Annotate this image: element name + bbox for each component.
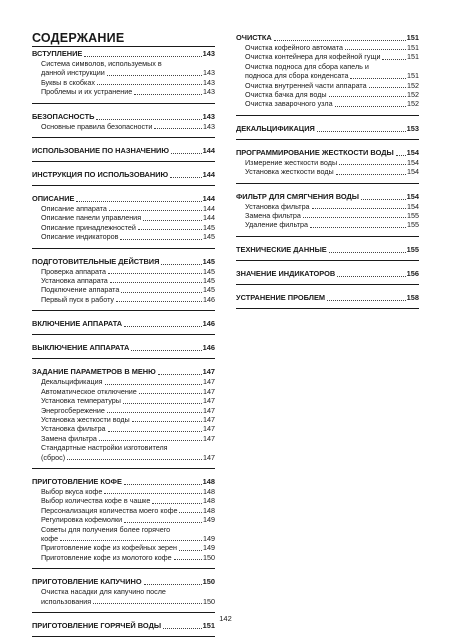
toc-entry[interactable] bbox=[32, 587, 215, 596]
toc-entry[interactable] bbox=[32, 415, 215, 424]
toc-section-heading[interactable] bbox=[32, 169, 215, 180]
toc-section-heading[interactable] bbox=[236, 244, 419, 255]
page-title: СОДЕРЖАНИЕ bbox=[32, 31, 215, 47]
entry-title: Выбор вкуса кофе bbox=[41, 486, 103, 496]
toc-section bbox=[236, 32, 419, 116]
toc-entry[interactable] bbox=[32, 122, 215, 131]
entry-title: Установка фильтра bbox=[41, 424, 106, 434]
dot-leader bbox=[171, 153, 202, 154]
entry-title: Приготовление кофе из молотого кофе bbox=[41, 552, 172, 562]
dot-leader bbox=[170, 177, 202, 178]
toc-entry[interactable] bbox=[32, 434, 215, 443]
section-title: ВЫКЛЮЧЕНИЕ АППАРАТА bbox=[32, 343, 130, 353]
toc-entry[interactable] bbox=[32, 515, 215, 524]
toc-entry[interactable] bbox=[32, 525, 215, 534]
section-title: ИСПОЛЬЗОВАНИЕ ПО НАЗНАЧЕНИЮ bbox=[32, 146, 169, 156]
toc-entry[interactable] bbox=[236, 43, 419, 52]
toc-entry[interactable] bbox=[32, 424, 215, 433]
dot-leader bbox=[105, 384, 203, 385]
entry-title: Очистка подноса для сбора капель и bbox=[245, 61, 369, 71]
dot-leader bbox=[345, 49, 406, 50]
dot-leader bbox=[109, 210, 202, 211]
entry-title: Подключение аппарата bbox=[41, 285, 120, 295]
section-page: 143 bbox=[202, 111, 215, 121]
toc-entry[interactable] bbox=[32, 377, 215, 386]
entry-page: 149 bbox=[203, 543, 215, 553]
entry-title: Описание панели управления bbox=[41, 213, 142, 223]
entry-page: 147 bbox=[203, 405, 215, 415]
toc-section-heading[interactable] bbox=[32, 256, 215, 267]
dot-leader bbox=[93, 603, 202, 604]
entry-page: 152 bbox=[407, 80, 419, 90]
section-title: ПОДГОТОВИТЕЛЬНЫЕ ДЕЙСТВИЯ bbox=[32, 256, 160, 266]
dot-leader bbox=[312, 208, 406, 209]
entry-page: 143 bbox=[203, 68, 215, 78]
entry-title: Приготовление кофе из кофейных зерен bbox=[41, 543, 178, 553]
section-title: ЗНАЧЕНИЕ ИНДИКАТОРОВ bbox=[236, 268, 336, 278]
entry-page: 149 bbox=[203, 515, 215, 525]
toc-section bbox=[236, 147, 419, 184]
toc-section bbox=[32, 576, 215, 613]
dot-leader bbox=[110, 282, 202, 283]
entry-page: 144 bbox=[203, 213, 215, 223]
toc-section bbox=[32, 318, 215, 335]
entry-title: Очистка бачка для воды bbox=[245, 90, 327, 100]
dot-leader bbox=[154, 128, 202, 129]
section-page: 156 bbox=[406, 268, 419, 278]
entry-page: 152 bbox=[407, 99, 419, 109]
dot-leader bbox=[152, 503, 202, 504]
dot-leader bbox=[179, 512, 202, 513]
section-title: ПРИГОТОВЛЕНИЕ КОФЕ bbox=[32, 476, 122, 486]
toc-section bbox=[32, 48, 215, 104]
toc-section bbox=[32, 169, 215, 186]
toc-entry[interactable] bbox=[32, 295, 215, 304]
dot-leader bbox=[310, 227, 406, 228]
entry-page: 145 bbox=[203, 276, 215, 286]
toc-section-heading[interactable] bbox=[236, 191, 419, 202]
toc-section-heading[interactable] bbox=[236, 292, 419, 303]
toc-entry[interactable] bbox=[32, 506, 215, 515]
entry-title: Описание индикаторов bbox=[41, 232, 119, 242]
section-title: ТЕХНИЧЕСКИЕ ДАННЫЕ bbox=[236, 244, 327, 254]
entry-page: 145 bbox=[203, 222, 215, 232]
entry-page: 150 bbox=[203, 596, 215, 606]
section-page: 151 bbox=[406, 33, 419, 42]
entry-title: кофе bbox=[41, 533, 59, 543]
dot-leader bbox=[144, 584, 202, 585]
entry-title: Установка аппарата bbox=[41, 276, 108, 286]
section-page: 144 bbox=[202, 170, 215, 180]
entry-page: 145 bbox=[203, 266, 215, 276]
section-title: ПРОГРАММИРОВАНИЕ ЖЕСТКОСТИ ВОДЫ bbox=[236, 147, 394, 157]
toc-entry[interactable] bbox=[32, 534, 215, 543]
toc-section-heading[interactable] bbox=[32, 48, 215, 59]
section-title: ДЕКАЛЬЦИФИКАЦИЯ bbox=[236, 123, 315, 133]
section-page: 144 bbox=[202, 146, 215, 156]
dot-leader bbox=[382, 59, 406, 60]
entry-title: Очистка заварочного узла bbox=[245, 99, 333, 109]
dot-leader bbox=[131, 350, 201, 351]
section-page: 146 bbox=[202, 343, 215, 353]
entry-title: Установка жесткости воды bbox=[245, 167, 334, 177]
entry-page: 145 bbox=[203, 285, 215, 295]
dot-leader bbox=[335, 106, 406, 107]
entry-page: 151 bbox=[407, 52, 419, 62]
entry-page: 151 bbox=[407, 43, 419, 52]
toc-section-heading[interactable] bbox=[32, 576, 215, 587]
toc-entry[interactable] bbox=[236, 220, 419, 229]
toc-entry[interactable] bbox=[236, 71, 419, 80]
toc-entry[interactable] bbox=[32, 396, 215, 405]
entry-page: 154 bbox=[407, 167, 419, 177]
dot-leader bbox=[120, 239, 202, 240]
entry-title: Стандартные настройки изготовителя bbox=[41, 443, 168, 453]
section-page: 154 bbox=[406, 191, 419, 201]
toc-entry[interactable] bbox=[236, 211, 419, 220]
entry-title: Советы для получения более горячего bbox=[41, 524, 171, 534]
toc-entry[interactable] bbox=[32, 78, 215, 87]
toc-entry[interactable] bbox=[32, 453, 215, 462]
toc-entry[interactable] bbox=[236, 99, 419, 108]
dot-leader bbox=[96, 119, 201, 120]
entry-title: данной инструкции bbox=[41, 68, 105, 78]
entry-title: Система символов, используемых в bbox=[41, 59, 162, 68]
section-page: 158 bbox=[406, 292, 419, 302]
toc-entry[interactable] bbox=[32, 204, 215, 213]
dot-leader bbox=[179, 550, 202, 551]
dot-leader bbox=[121, 292, 202, 293]
entry-title: Очистка внутренней части аппарата bbox=[245, 80, 367, 90]
entry-page: 147 bbox=[203, 386, 215, 396]
entry-title: Описание аппарата bbox=[41, 204, 107, 214]
entry-page: 147 bbox=[203, 452, 215, 462]
dot-leader bbox=[329, 252, 406, 253]
toc-section-heading[interactable] bbox=[32, 193, 215, 204]
dot-leader bbox=[143, 220, 202, 221]
entry-page: 147 bbox=[203, 433, 215, 443]
toc-section bbox=[32, 342, 215, 359]
section-page: 151 bbox=[202, 621, 215, 630]
entry-page: 147 bbox=[203, 424, 215, 434]
dot-leader bbox=[108, 273, 202, 274]
section-title: ФИЛЬТР ДЛЯ СМЯГЧЕНИЯ ВОДЫ bbox=[236, 191, 360, 201]
dot-leader bbox=[124, 326, 202, 327]
entry-title: Регулировка кофемолки bbox=[41, 515, 123, 525]
entry-title: Очистка кофейного автомата bbox=[245, 43, 343, 52]
toc-entry[interactable] bbox=[236, 62, 419, 71]
toc-section bbox=[236, 268, 419, 285]
dot-leader bbox=[134, 94, 202, 95]
entry-title: Проверка аппарата bbox=[41, 266, 107, 276]
toc-section bbox=[236, 191, 419, 237]
toc-section-heading[interactable] bbox=[236, 268, 419, 279]
entry-page: 152 bbox=[407, 90, 419, 100]
entry-title: Персонализация количества моего кофе bbox=[41, 505, 178, 515]
dot-leader bbox=[163, 628, 202, 629]
toc-entry[interactable] bbox=[32, 232, 215, 241]
section-page: 153 bbox=[406, 123, 419, 133]
entry-title: Очистка контейнера для кофейной гущи bbox=[245, 52, 381, 62]
section-title: ВКЛЮЧЕНИЕ АППАРАТА bbox=[32, 319, 123, 329]
dot-leader bbox=[396, 155, 406, 156]
entry-title: Буквы в скобках bbox=[41, 77, 95, 87]
dot-leader bbox=[339, 164, 406, 165]
section-page: 147 bbox=[202, 367, 215, 377]
entry-title: Первый пуск в работу bbox=[41, 294, 115, 304]
toc-entry[interactable] bbox=[236, 167, 419, 176]
entry-title: Измерение жесткости воды bbox=[245, 157, 338, 167]
toc-entry[interactable] bbox=[32, 387, 215, 396]
dot-leader bbox=[350, 78, 406, 79]
toc-section bbox=[236, 244, 419, 261]
entry-page: 143 bbox=[203, 121, 215, 131]
entry-page: 155 bbox=[407, 220, 419, 230]
section-title: ПРИГОТОВЛЕНИЕ КАПУЧИНО bbox=[32, 577, 142, 587]
entry-page: 148 bbox=[203, 496, 215, 506]
dot-leader bbox=[108, 431, 202, 432]
entry-title: Замена фильтра bbox=[41, 433, 97, 443]
toc-section-heading[interactable] bbox=[32, 366, 215, 377]
toc-entry[interactable] bbox=[32, 443, 215, 452]
entry-title: Установка фильтра bbox=[245, 201, 310, 211]
toc-right-column bbox=[236, 28, 419, 316]
dot-leader bbox=[116, 301, 202, 302]
entry-page: 143 bbox=[203, 87, 215, 97]
toc-entry[interactable] bbox=[32, 59, 215, 68]
entry-title: Описание принадлежностей bbox=[41, 222, 136, 232]
toc-entry[interactable] bbox=[32, 213, 215, 222]
section-page: 143 bbox=[202, 49, 215, 58]
entry-title: Удаление фильтра bbox=[245, 220, 308, 230]
dot-leader bbox=[76, 201, 201, 202]
dot-leader bbox=[84, 56, 201, 57]
dot-leader bbox=[97, 84, 202, 85]
entry-page: 143 bbox=[203, 77, 215, 87]
dot-leader bbox=[60, 540, 202, 541]
section-title: ОЧИСТКА bbox=[236, 33, 272, 42]
dot-leader bbox=[361, 199, 406, 200]
toc-section-heading[interactable] bbox=[32, 145, 215, 156]
toc-section-heading[interactable] bbox=[236, 32, 419, 43]
toc-entry[interactable] bbox=[32, 87, 215, 96]
entry-title: Автоматическое отключение bbox=[41, 386, 137, 396]
dot-leader bbox=[123, 403, 202, 404]
entry-page: 147 bbox=[203, 377, 215, 387]
entry-title: Проблемы и их устранение bbox=[41, 87, 133, 97]
entry-page: 148 bbox=[203, 505, 215, 515]
dot-leader bbox=[124, 484, 202, 485]
entry-page: 144 bbox=[203, 204, 215, 214]
entry-page: 154 bbox=[407, 157, 419, 167]
section-title: ПРИГОТОВЛЕНИЕ ГОРЯЧЕЙ ВОДЫ bbox=[32, 621, 162, 630]
dot-leader bbox=[369, 87, 406, 88]
toc-entry[interactable] bbox=[32, 597, 215, 606]
dot-leader bbox=[124, 522, 202, 523]
entry-page: 150 bbox=[203, 552, 215, 562]
toc-section bbox=[32, 366, 215, 469]
entry-title: Очистка насадки для капучино после bbox=[41, 587, 166, 597]
entry-page: 155 bbox=[407, 211, 419, 221]
toc-entry[interactable] bbox=[32, 553, 215, 562]
toc-entry[interactable] bbox=[32, 267, 215, 276]
toc-entry[interactable] bbox=[32, 543, 215, 552]
dot-leader bbox=[336, 174, 406, 175]
toc-entry[interactable] bbox=[32, 406, 215, 415]
dot-leader bbox=[329, 96, 406, 97]
section-page: 145 bbox=[202, 256, 215, 266]
toc-section-heading[interactable] bbox=[32, 476, 215, 487]
toc-entry[interactable] bbox=[32, 487, 215, 496]
toc-entry[interactable] bbox=[236, 158, 419, 167]
dot-leader bbox=[317, 131, 406, 132]
entry-title: использования bbox=[41, 596, 92, 606]
toc-section bbox=[236, 292, 419, 309]
section-title: УСТРАНЕНИЕ ПРОБЛЕМ bbox=[236, 292, 326, 302]
toc-entry[interactable] bbox=[32, 285, 215, 294]
entry-title: (сброс) bbox=[41, 452, 66, 462]
entry-title: Установка жесткости воды bbox=[41, 414, 130, 424]
toc-entry[interactable] bbox=[32, 68, 215, 77]
dot-leader bbox=[99, 440, 202, 441]
entry-title: Выбор количества кофе в чашке bbox=[41, 496, 151, 506]
dot-leader bbox=[158, 374, 202, 375]
dot-leader bbox=[337, 276, 405, 277]
toc-entry[interactable] bbox=[32, 276, 215, 285]
dot-leader bbox=[274, 40, 406, 41]
section-page: 144 bbox=[202, 194, 215, 204]
section-page: 146 bbox=[202, 319, 215, 329]
dot-leader bbox=[107, 412, 202, 413]
dot-leader bbox=[67, 459, 202, 460]
toc-section-heading[interactable] bbox=[32, 318, 215, 329]
entry-page: 149 bbox=[203, 533, 215, 543]
toc-entry[interactable] bbox=[32, 496, 215, 505]
toc-left-column bbox=[32, 44, 215, 644]
entry-title: подноса для сбора конденсата bbox=[245, 71, 349, 81]
entry-page: 147 bbox=[203, 396, 215, 406]
section-title: ОПИСАНИЕ bbox=[32, 194, 75, 204]
toc-section bbox=[32, 256, 215, 312]
entry-page: 151 bbox=[407, 71, 419, 81]
dot-leader bbox=[174, 559, 202, 560]
dot-leader bbox=[327, 300, 406, 301]
toc-section bbox=[32, 476, 215, 569]
toc-entry[interactable] bbox=[236, 202, 419, 211]
toc-section-heading[interactable] bbox=[32, 111, 215, 122]
toc-section bbox=[236, 123, 419, 140]
section-title: ВСТУПЛЕНИЕ bbox=[32, 49, 83, 58]
dot-leader bbox=[303, 217, 406, 218]
toc-section bbox=[32, 111, 215, 138]
toc-entry[interactable] bbox=[236, 90, 419, 99]
entry-page: 148 bbox=[203, 486, 215, 496]
dot-leader bbox=[104, 493, 202, 494]
entry-title: Замена фильтра bbox=[245, 211, 301, 221]
toc-section-heading[interactable] bbox=[236, 123, 419, 134]
entry-title: Основные правила безопасности bbox=[41, 121, 153, 131]
toc-entry[interactable] bbox=[236, 81, 419, 90]
toc-entry[interactable] bbox=[32, 223, 215, 232]
page-number: 142 bbox=[219, 614, 232, 623]
entry-title: Установка температуры bbox=[41, 396, 121, 406]
dot-leader bbox=[107, 75, 202, 76]
section-title: БЕЗОПАСНОСТЬ bbox=[32, 111, 95, 121]
toc-section-heading[interactable] bbox=[32, 342, 215, 353]
entry-title: Энергосбережение bbox=[41, 405, 105, 415]
entry-title: Декальцификация bbox=[41, 377, 103, 387]
toc-section-heading[interactable] bbox=[236, 147, 419, 158]
entry-page: 146 bbox=[203, 294, 215, 304]
section-page: 154 bbox=[406, 147, 419, 157]
entry-page: 154 bbox=[407, 201, 419, 211]
entry-page: 145 bbox=[203, 232, 215, 242]
dot-leader bbox=[138, 229, 202, 230]
dot-leader bbox=[139, 393, 202, 394]
toc-section bbox=[32, 193, 215, 249]
section-page: 155 bbox=[406, 244, 419, 254]
section-page: 148 bbox=[202, 476, 215, 486]
entry-page: 147 bbox=[203, 414, 215, 424]
toc-section bbox=[32, 145, 215, 162]
section-page: 150 bbox=[202, 577, 215, 587]
section-title: ЗАДАНИЕ ПАРАМЕТРОВ В МЕНЮ bbox=[32, 367, 156, 377]
section-title: ИНСТРУКЦИЯ ПО ИСПОЛЬЗОВАНИЮ bbox=[32, 170, 169, 180]
dot-leader bbox=[161, 264, 201, 265]
toc-entry[interactable] bbox=[236, 52, 419, 61]
dot-leader bbox=[132, 421, 202, 422]
